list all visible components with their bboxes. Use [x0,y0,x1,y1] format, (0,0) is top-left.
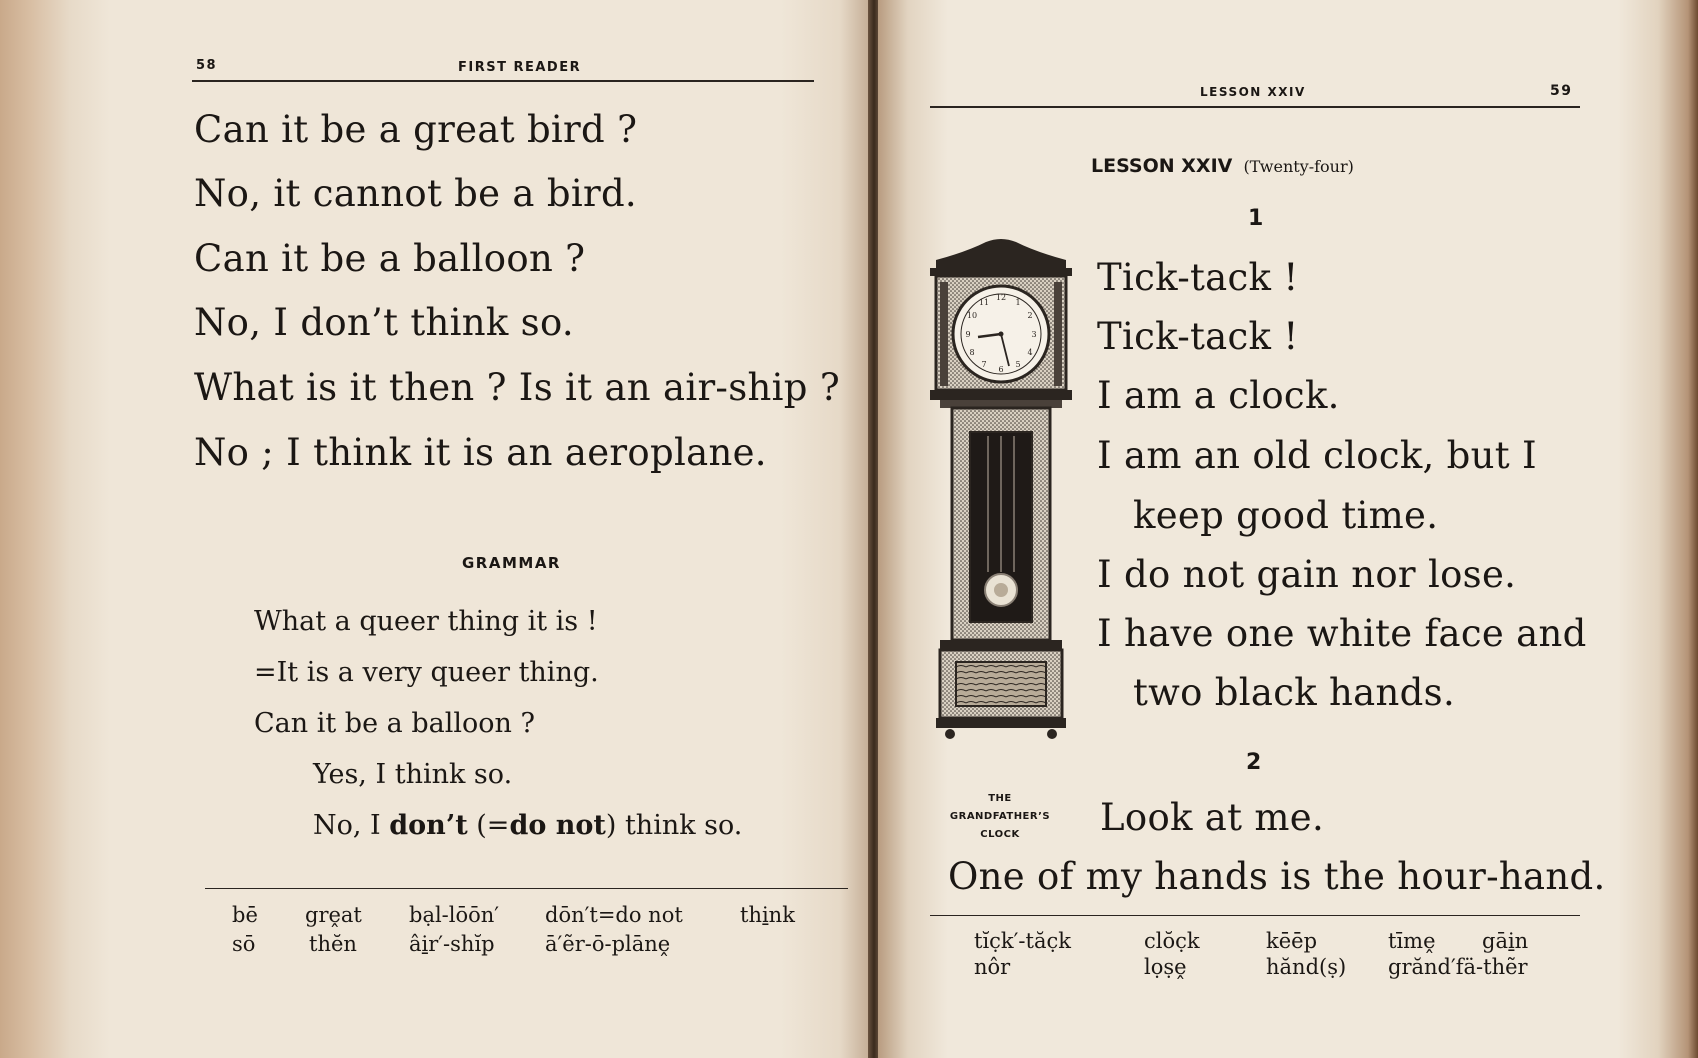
text-line: Can it be a balloon ? [194,237,586,280]
clock-numeral: 8 [969,348,975,357]
lesson-line: Look at me. [1100,796,1325,839]
caption-line: GRANDFATHER’S [949,811,1051,822]
caption-line: THE [988,793,1012,804]
clock-numeral: 12 [995,293,1007,302]
lesson-line: I do not gain nor lose. [1097,553,1517,596]
vocab-word: âi̱r′-shĭp [409,932,495,956]
clock-numeral: 9 [965,330,971,339]
grammar-line: What a queer thing it is ! [254,606,598,637]
lesson-line: two black hands. [1133,671,1456,714]
text-line: What is it then ? Is it an air-ship ? [194,366,840,409]
vocab-word: ā′ẽr-ō-plānḙ [545,932,671,956]
section-number: 1 [1248,206,1264,231]
grammar-heading: GRAMMAR [462,554,561,572]
text-line: No, I don’t think so. [194,301,574,344]
vocab-word: thĕn [309,932,357,956]
vocab-word: dōn′t=do not [545,903,683,927]
lesson-subtitle: (Twenty-four) [1243,157,1354,176]
clock-numeral: 10 [966,311,978,320]
clock-numeral: 1 [1015,298,1021,307]
vocab-word: bạl-lōōn′ [409,903,500,927]
clock-numeral: 4 [1027,348,1033,357]
lesson-line: I am a clock. [1097,374,1340,417]
grammar-text: ) think so. [605,810,743,841]
header-rule-left [192,80,814,82]
vocab-word: sō [232,932,256,956]
clock-caption [920,790,1080,844]
lesson-line: I am an old clock, but I [1097,434,1537,477]
vocab-word: grḙat [305,903,362,927]
vocab-rule-right [930,915,1580,916]
vocab-word: tīmḙ [1388,929,1436,953]
text-line: Can it be a great bird ? [194,108,638,151]
vocab-word: lọṣḙ [1144,955,1187,979]
grammar-line-bold [313,810,742,841]
vocab-word: bē [232,903,258,927]
grammar-line: Can it be a balloon ? [254,708,535,739]
grammar-line: =It is a very queer thing. [254,657,599,688]
lesson-title: LESSON XXIV [1091,155,1233,177]
lesson-line: Tick-tack ! [1097,256,1299,299]
grammar-bold-word: don’t [389,810,468,841]
vocab-word: hănd(ṣ) [1266,955,1347,979]
vocab-word: nôr [974,955,1011,979]
running-head-right: LESSON XXIV [1200,85,1306,99]
lesson-line: keep good time. [1133,494,1439,537]
vocab-word: gāi̱n [1482,929,1529,953]
caption-line: CLOCK [980,829,1020,840]
vocab-word: tĭc̣k′-tăc̣k [974,929,1071,953]
text-line: No ; I think it is an aeroplane. [194,431,767,474]
vocab-word: grănd′fä-thẽr [1388,955,1528,979]
lesson-line: One of my hands is the hour-hand. [948,855,1606,898]
header-rule-right [930,106,1580,108]
text-line: No, it cannot be a bird. [194,172,637,215]
vocab-word: clŏc̣k [1144,929,1200,953]
running-head-left: FIRST READER [458,60,582,75]
lesson-heading [1091,155,1354,177]
page-number-left: 58 [196,58,218,73]
section-number: 2 [1246,750,1262,775]
grammar-text: (= [467,810,510,841]
lesson-line: I have one white face and [1097,612,1587,655]
vocab-rule-left [205,888,848,889]
right-page [878,0,1698,1058]
page-number-right: 59 [1550,83,1573,99]
lesson-line: Tick-tack ! [1097,315,1299,358]
clock-numeral: 6 [998,365,1004,374]
clock-numeral: 11 [978,298,990,307]
vocab-word: kēēp [1266,929,1318,953]
clock-numeral: 2 [1027,311,1033,320]
clock-numeral: 5 [1015,360,1021,369]
clock-numeral: 7 [981,360,987,369]
grandfather-clock-illustration [926,238,1076,786]
grammar-bold-word: do not [509,810,606,841]
grammar-text: No, I [313,810,390,841]
grammar-line: Yes, I think so. [313,759,513,790]
vocab-word: thi̱nk [740,903,795,927]
clock-numeral: 3 [1031,330,1037,339]
